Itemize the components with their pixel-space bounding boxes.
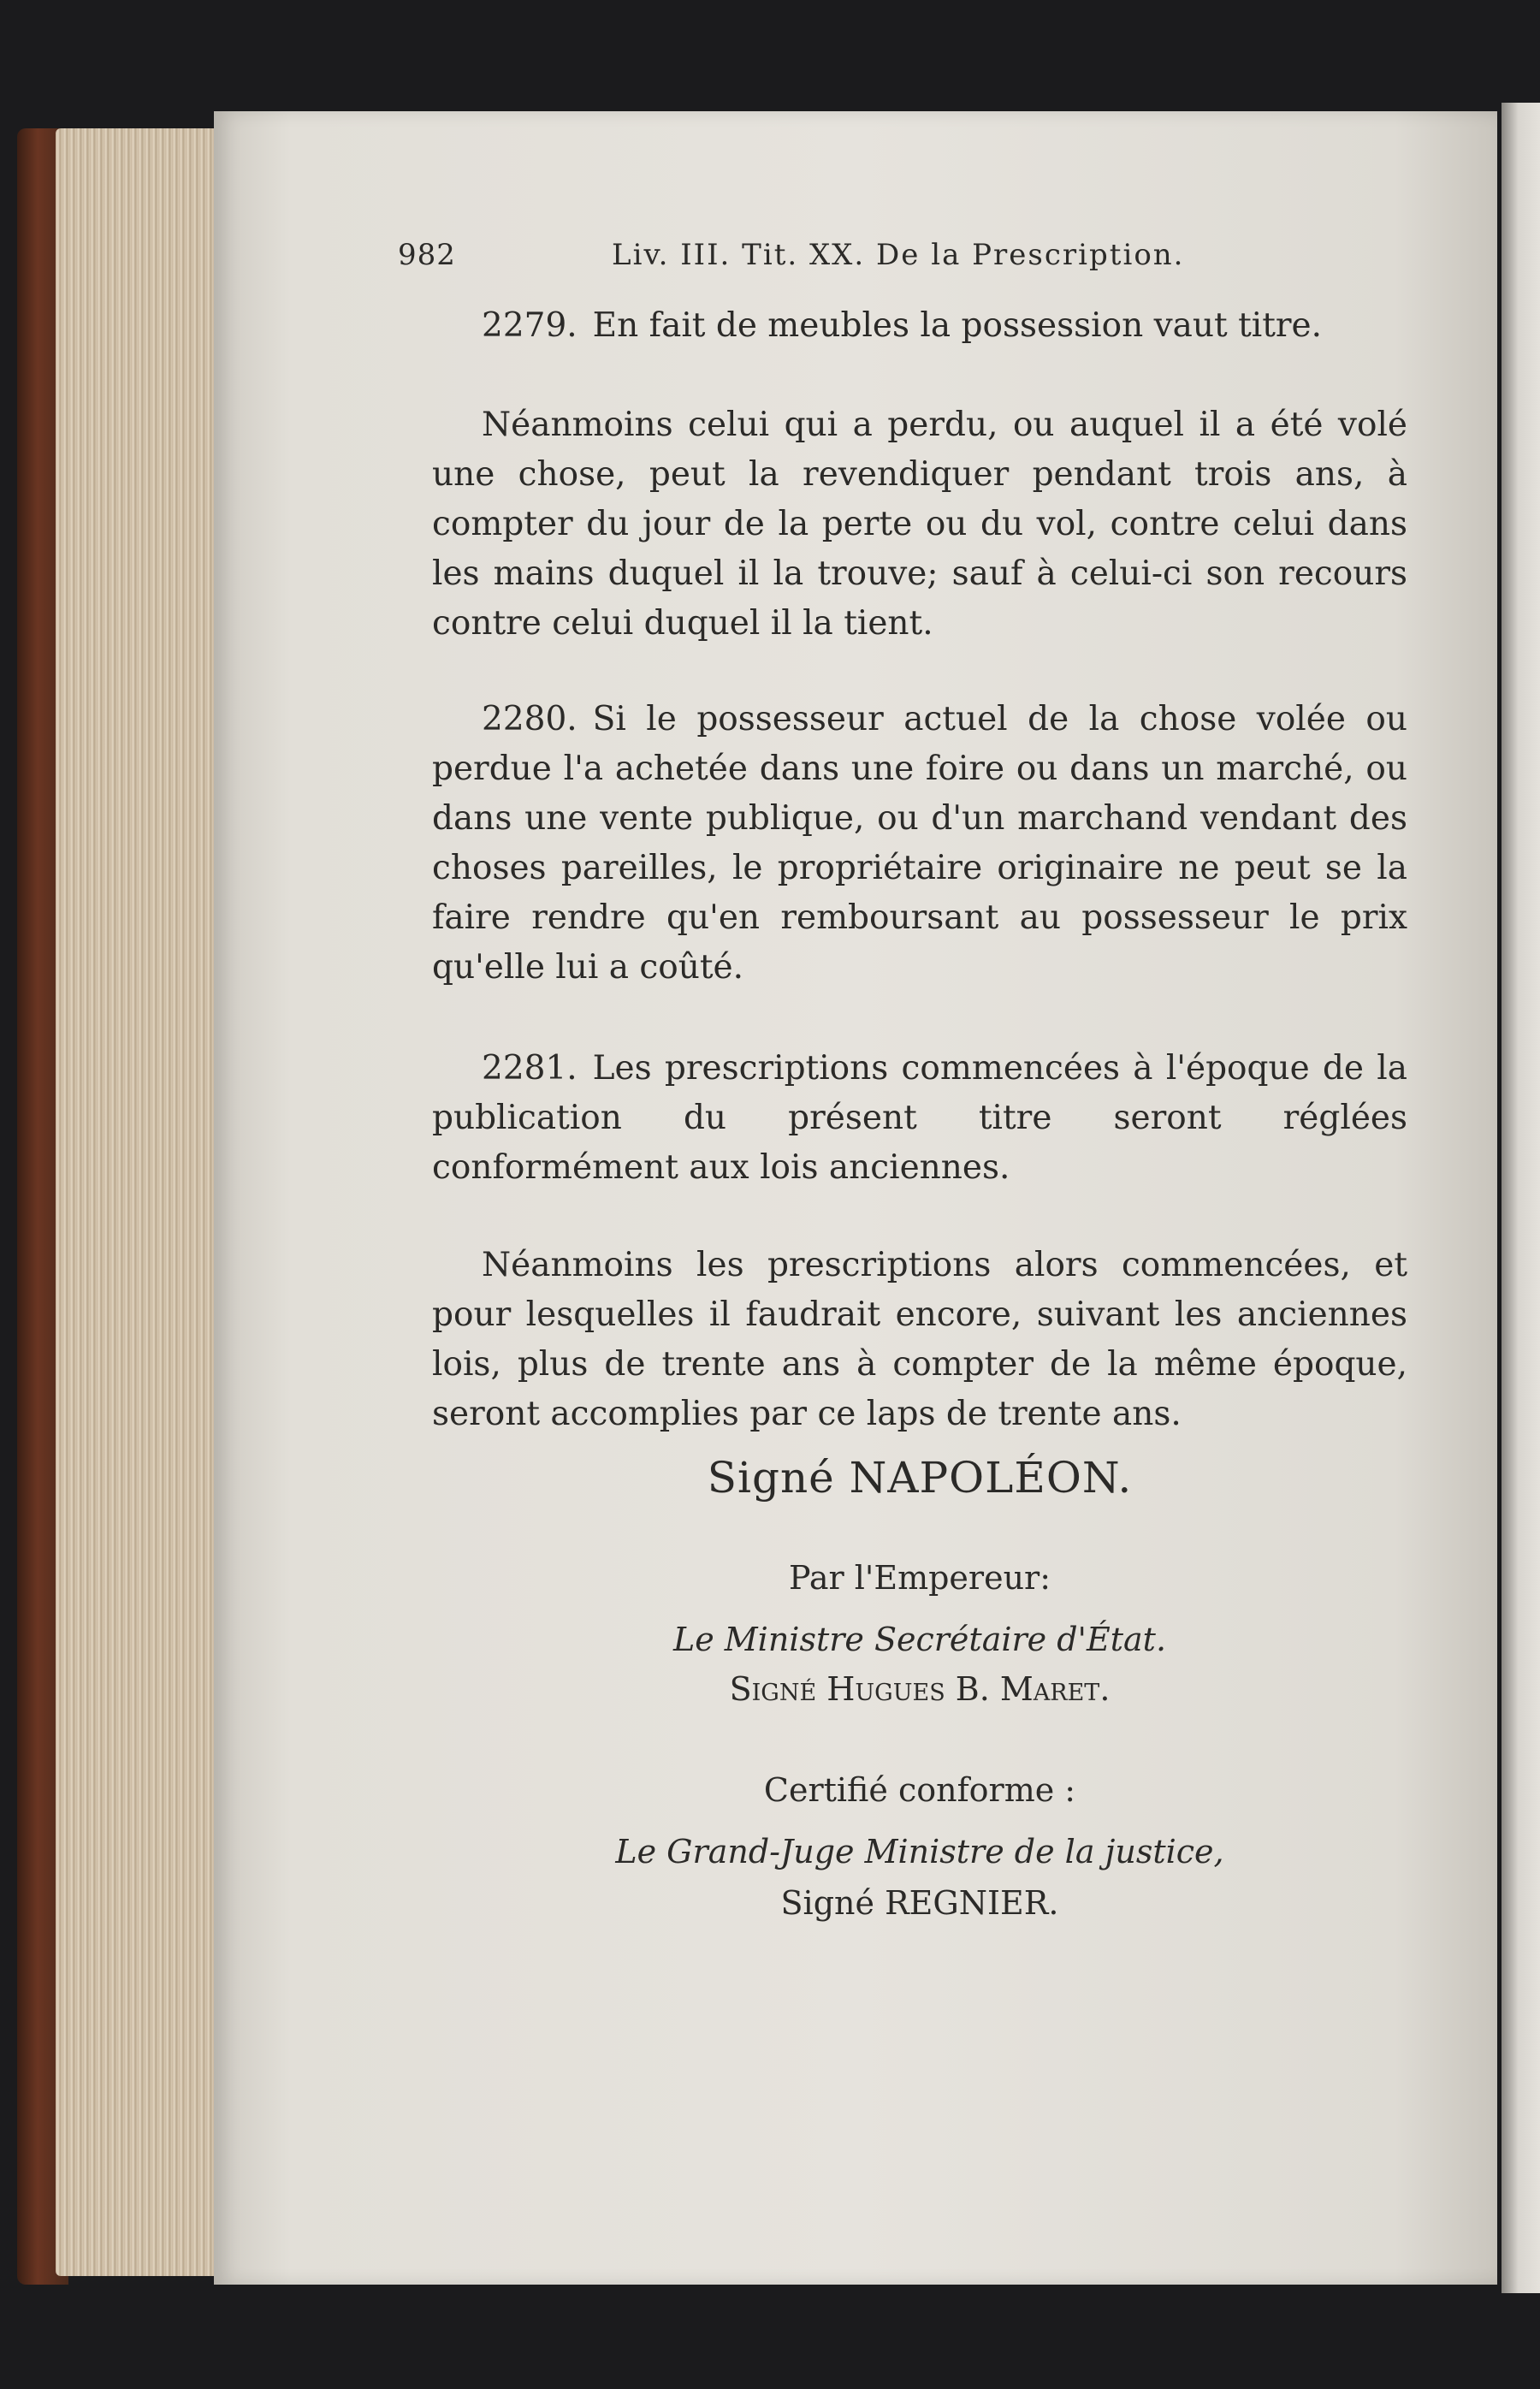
article-number: 2279. — [482, 306, 578, 345]
article-number: 2281. — [482, 1049, 578, 1088]
article-text: Néanmoins les prescriptions alors commencées, et pour lesquelles il faudrait encore, suivant les anciennes lois, plus de trente ans à compter de la même époque, seront accomplies par ce laps de trente ans. — [432, 1246, 1407, 1433]
running-head-title: Liv. III. Tit. XX. De la Prescription. — [612, 238, 1185, 272]
article-text: Si le possesseur actuel de la chose volée ou perdue l'a achetée dans une foire ou dans un marché, ou dans une vente publique, ou d'un marchand vendant des choses pareilles, le propriétaire originaire ne peut se la faire rendre qu'en remboursant au possesseur le prix qu'elle lui a coûté. — [432, 700, 1407, 987]
page-edges — [56, 128, 227, 2276]
page-number: 982 — [398, 238, 456, 272]
next-page-edge — [1502, 103, 1540, 2293]
signature-maret: Signé Hugues B. Maret. — [729, 1670, 1111, 1708]
article-2279-paragraph-2 — [432, 400, 1407, 649]
grand-juge-title: Le Grand-Juge Ministre de la justice, — [615, 1833, 1224, 1870]
article-2281-paragraph-2 — [432, 1241, 1407, 1439]
ministre-title: Le Ministre Secrétaire d'État. — [672, 1621, 1167, 1658]
article-2281 — [432, 1044, 1407, 1193]
signature-regnier: Signé REGNIER. — [780, 1884, 1059, 1922]
article-number: 2280. — [482, 700, 578, 738]
signature-napoleon: Signé NAPOLÉON. — [707, 1453, 1133, 1503]
article-2279 — [432, 301, 1407, 351]
article-text: Néanmoins celui qui a perdu, ou auquel il a été volé une chose, peut la revendiquer pendant trois ans, à compter du jour de la perte ou du vol, contre celui dans les mains duquel il la trouve; sauf à celui-ci son recours contre celui duquel il la tient. — [432, 406, 1407, 643]
running-head — [398, 238, 1416, 289]
article-2280 — [432, 695, 1407, 993]
certifie-conforme: Certifié conforme : — [763, 1771, 1076, 1809]
article-text: En fait de meubles la possession vaut titre. — [592, 306, 1323, 345]
par-empereur: Par l'Empereur: — [788, 1559, 1051, 1597]
article-text: Les prescriptions commencées à l'époque de la publication du présent titre seront réglées conformément aux lois anciennes. — [432, 1049, 1407, 1187]
